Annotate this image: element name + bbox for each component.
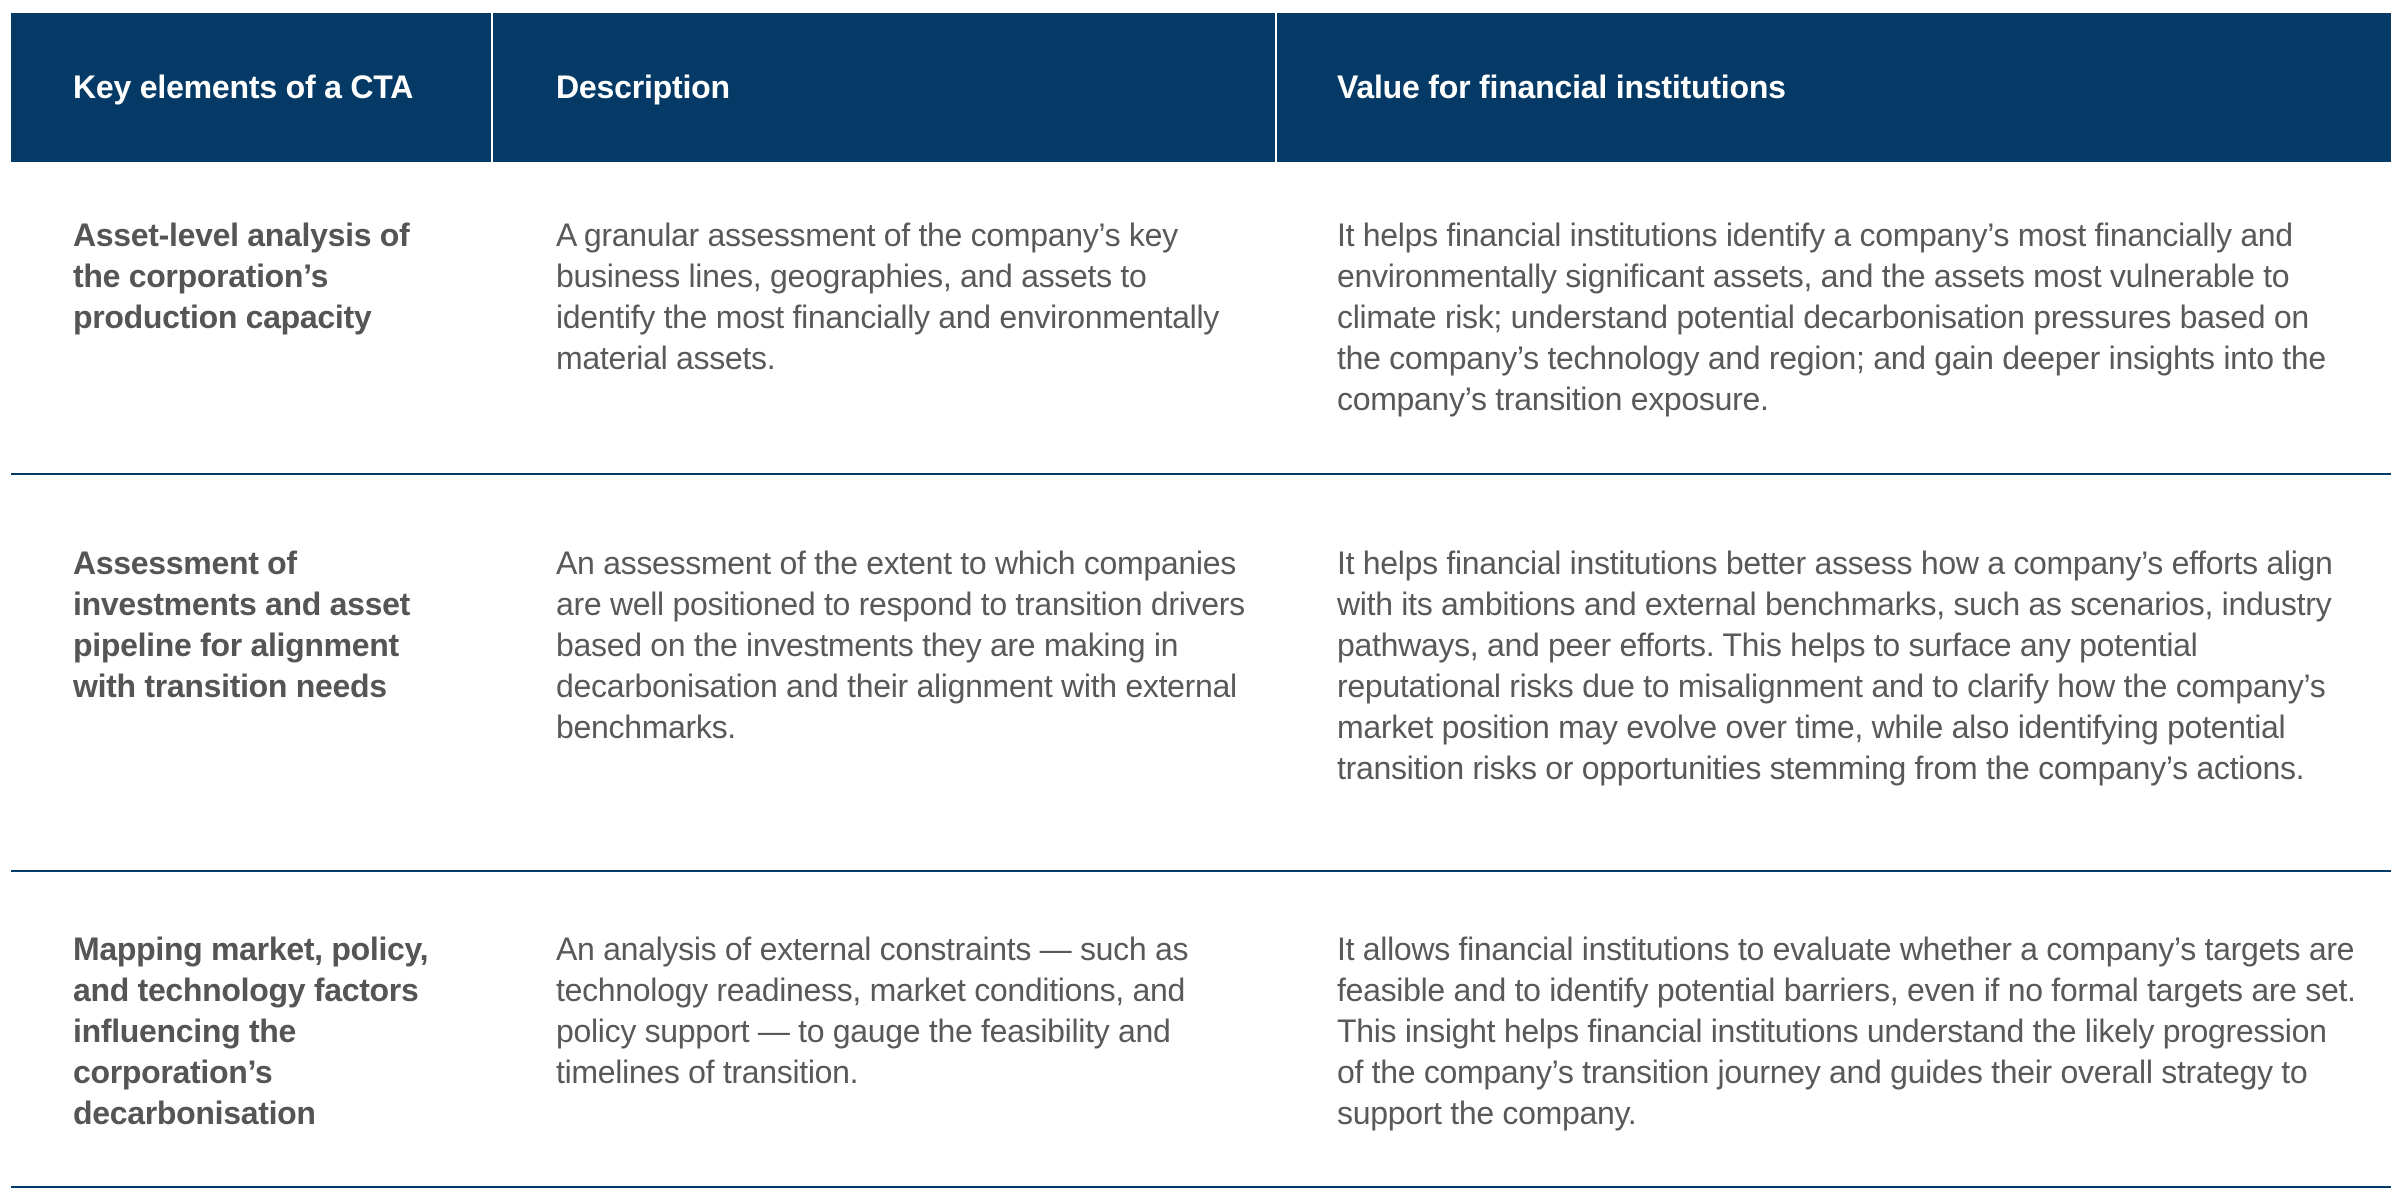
row-key-element: Asset-level analysis of the corporation’s production capacity xyxy=(73,217,410,335)
row-description: A granular assessment of the company’s key business lines, geographies, and assets to identify the most financially and environmentally material assets. xyxy=(556,217,1219,376)
header-description: Description xyxy=(556,69,730,105)
header-key-elements: Key elements of a CTA xyxy=(73,69,414,105)
row-value: It helps financial institutions identify a company’s most financially and environmentally significant assets, and the assets most vulnerable to climate risk; understand potential decarbonisation pressures based on the company’s technology and region; and gain deeper insights into the company’s transition exposure. xyxy=(1337,217,2326,417)
cta-table xyxy=(11,13,2391,1188)
table-row xyxy=(11,475,2391,872)
table-header xyxy=(11,13,2391,162)
header-value: Value for financial institutions xyxy=(1337,69,1786,105)
header-divider xyxy=(1275,13,1277,162)
row-value: It allows financial institutions to evaluate whether a company’s targets are feasible and to identify potential barriers, even if no formal targets are set. This insight helps financial institutions understand the likely progression of the company’s transition journey and guides their overall strategy to support the company. xyxy=(1337,931,2356,1131)
row-description: An assessment of the extent to which companies are well positioned to respond to transition drivers based on the investments they are making in decarbonisation and their alignment with external benchmarks. xyxy=(556,545,1245,745)
row-key-element: Mapping market, policy, and technology factors influencing the corporation’s decarbonisation xyxy=(73,931,429,1131)
header-divider xyxy=(491,13,493,162)
row-value: It helps financial institutions better assess how a company’s efforts align with its ambitions and external benchmarks, such as scenarios, industry pathways, and peer efforts. This helps to surface any potential reputational risks due to misalignment and to clarify how the company’s market position may evolve over time, while also identifying potential transition risks or opportunities stemming from the company’s actions. xyxy=(1337,545,2333,786)
table-row xyxy=(11,872,2391,1188)
row-key-element: Assessment of investments and asset pipeline for alignment with transition needs xyxy=(73,545,410,704)
table-row xyxy=(11,162,2391,475)
row-description: An analysis of external constraints — such as technology readiness, market conditions, and policy support — to gauge the feasibility and timelines of transition. xyxy=(556,931,1189,1090)
